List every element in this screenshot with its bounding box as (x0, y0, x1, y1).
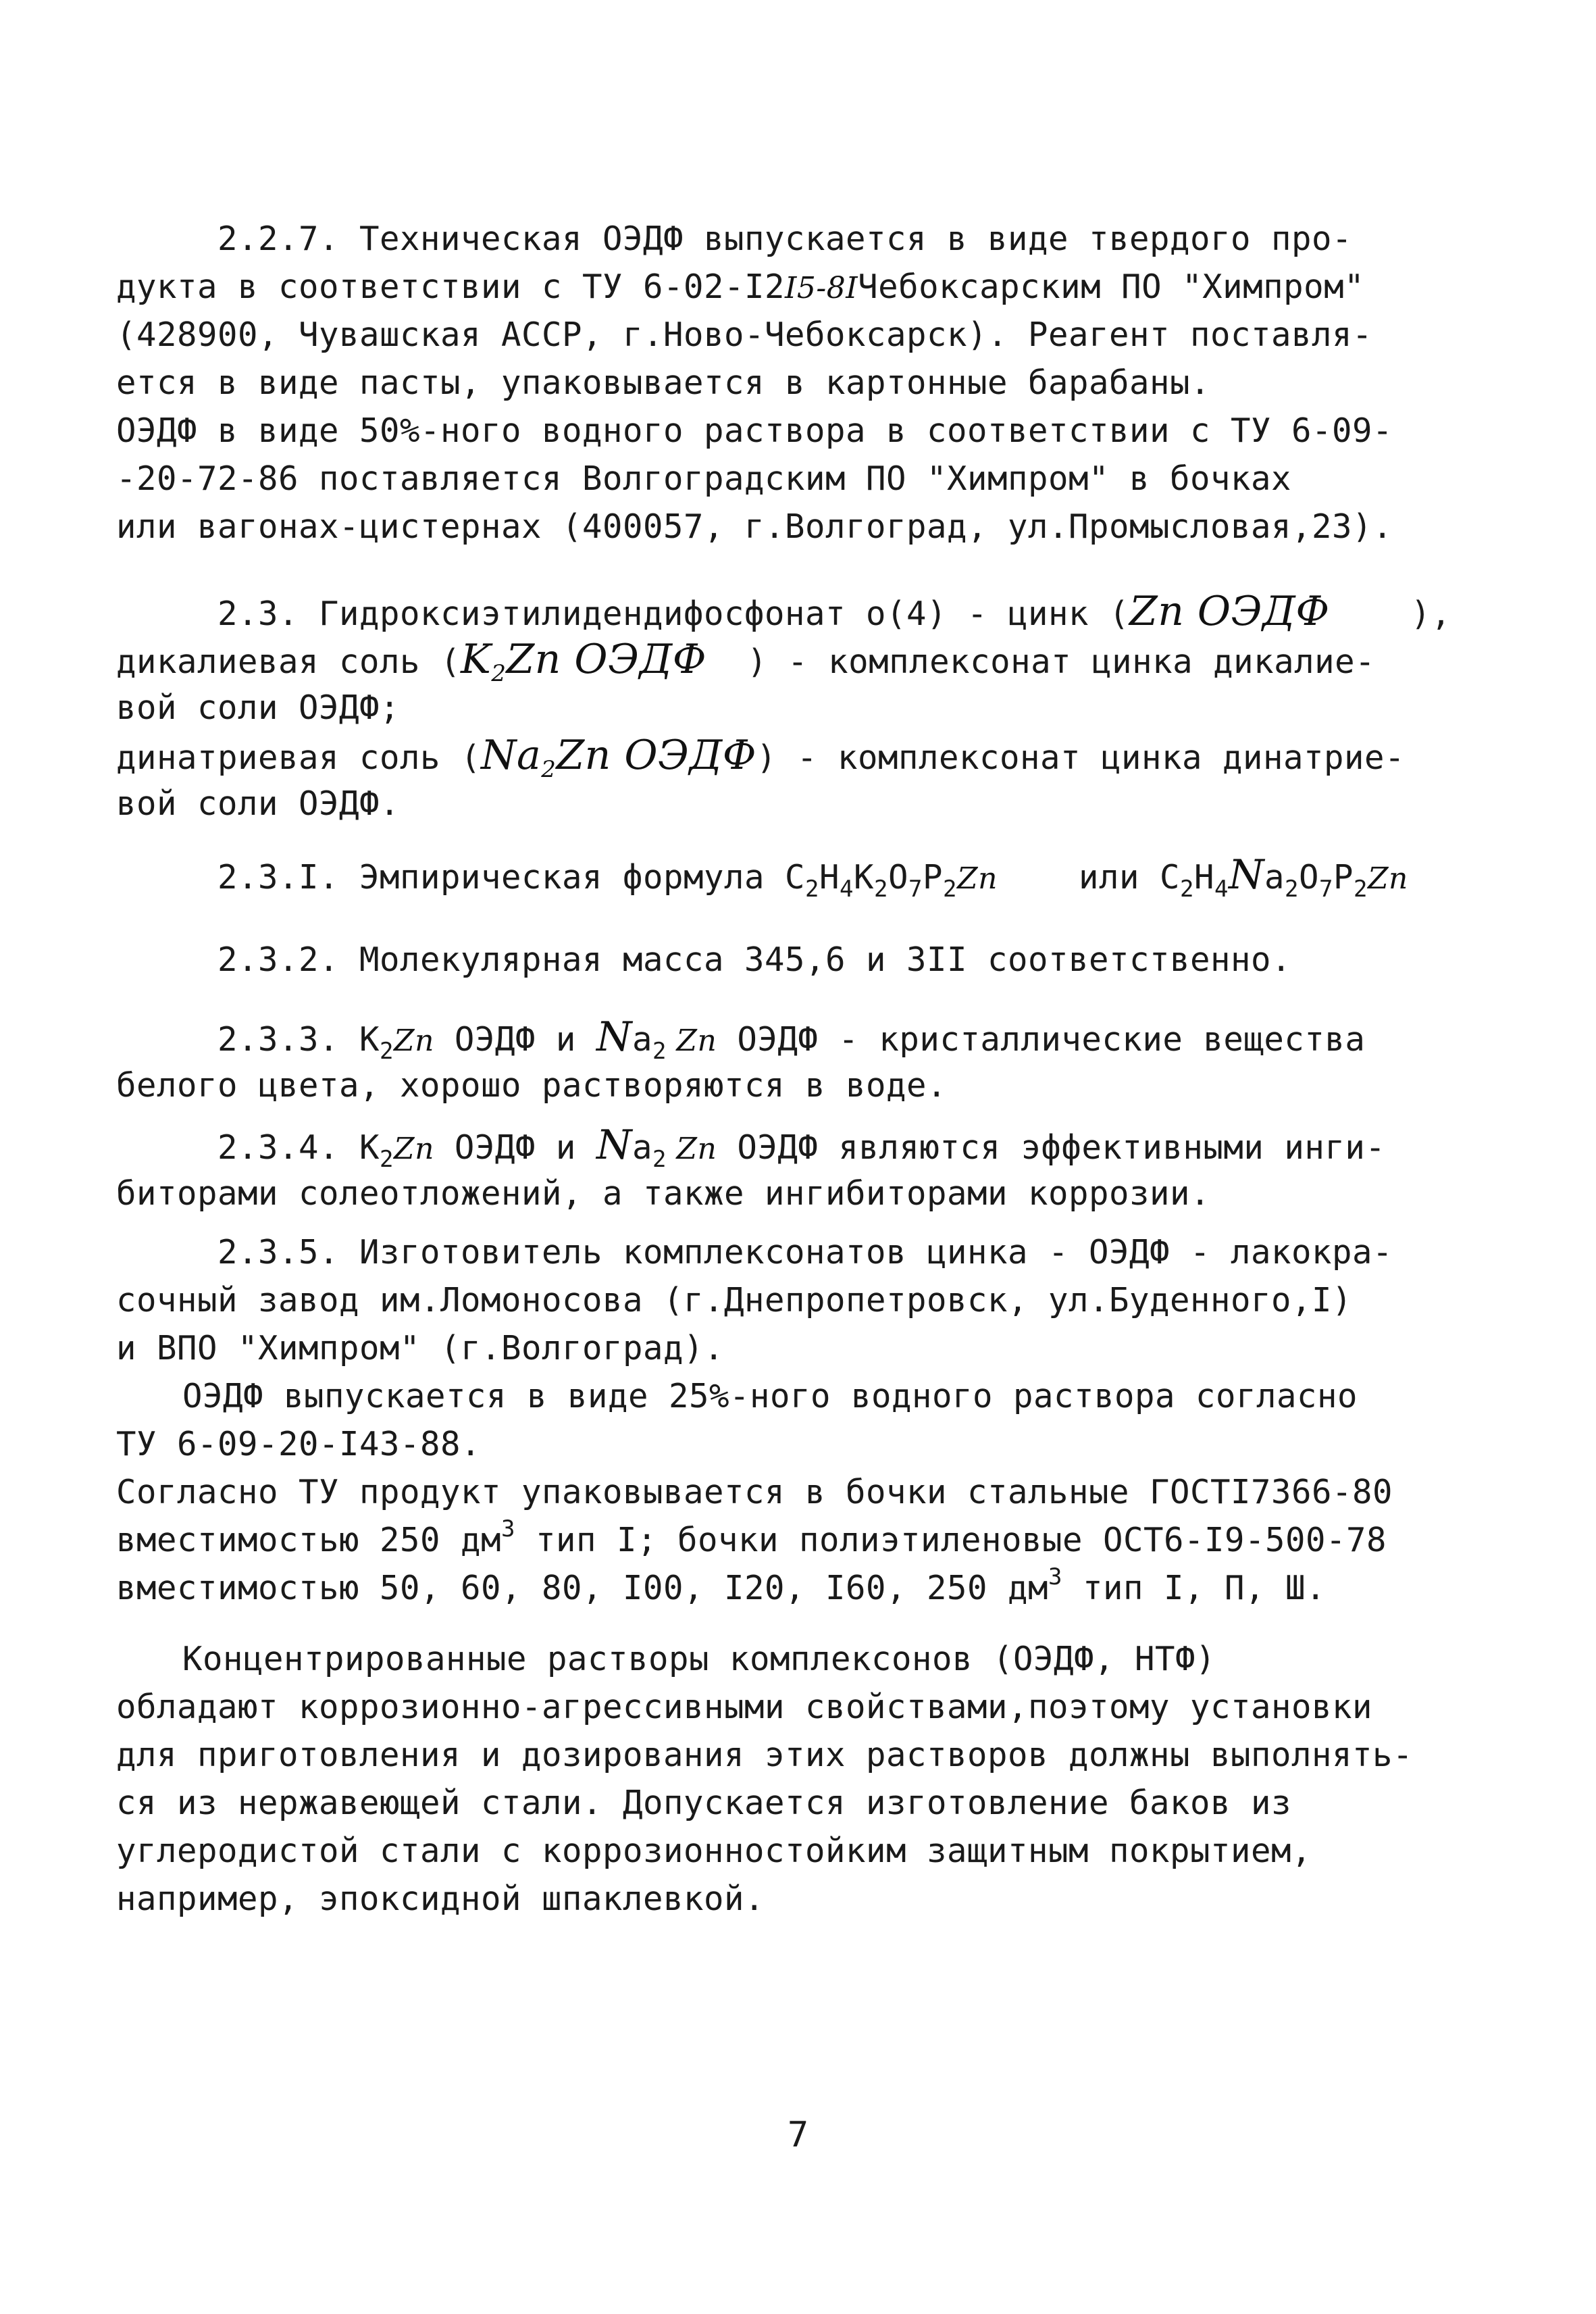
text-line: углеродистой стали с коррозионностойким защитным покрытием, (116, 1832, 1312, 1870)
text-line: и ВПО "Химпром" (г.Волгоград). (116, 1329, 725, 1367)
text-line: ОЭДФ выпускается в виде 25%-ного водного раствора согласно (182, 1377, 1358, 1415)
text-line: 2.3.3. $K_2Zn$ ОЭДФ и $Na_2$ Zn ОЭДФ - кристаллические вещества (217, 1013, 1366, 1065)
page-number: 7 (787, 2115, 809, 2155)
paragraph-concentrated-solutions (116, 1635, 1440, 1923)
text-line: ОЭДФ в виде 50%-ного водного раствора в соответствии с ТУ 6-09- (116, 411, 1393, 450)
text-line: Концентрированные растворы комплексонов (ОЭДФ, НТФ) (182, 1640, 1216, 1678)
text-line: дукта в соответствии с ТУ 6-02-I2I5-8IЧебоксарским ПО "Химпром" (116, 268, 1365, 306)
text-line: вместимостью 50, 60, 80, I00, I20, I60, 250 $дм^3$ тип I, П, Ш. (116, 1563, 1327, 1607)
text-line: биторами солеотложений, а также ингибиторами коррозии. (116, 1174, 1211, 1213)
paragraph-2-3-3 (116, 1013, 1440, 1109)
handwritten-formula: $K_2Zn$ ОЭДФ (461, 636, 707, 687)
text-line: для приготовления и дозирования этих растворов должны выполнять- (116, 1736, 1414, 1774)
text-line: вой соли ОЭДФ. (116, 784, 401, 823)
text-line: 2.3.2. Молекулярная масса 345,6 и 3II соответственно. (217, 940, 1292, 979)
text-line: 2.3. Гидроксиэтилидендифосфонат о(4) - цинк (Zn ОЭДФ ), (217, 588, 1451, 635)
text-line: Согласно ТУ продукт упаковывается в бочки стальные ГОСТI7366-80 (116, 1473, 1393, 1511)
text-line: или вагонах-цистернах (400057, г.Волгоград, ул.Промысловая,23). (116, 507, 1393, 546)
text-line: дикалиевая соль ($K_2Zn$ ОЭДФ ) - комплексонат цинка дикалие- (116, 636, 1376, 687)
text-line: 2.3.5. Изготовитель комплексонатов цинка - ОЭДФ - лакокра- (217, 1233, 1393, 1272)
paragraph-2-3-4 (116, 1122, 1440, 1217)
paragraph-2-3-1 (116, 851, 1440, 903)
text-line: 2.3.I. Эмпирическая формула $C_2H_4K_2O_7P_2Zn$ или $C_2H_4Na_2O_7P_2Zn$ (217, 851, 1408, 903)
text-line: вместимостью 250 $дм^3$ тип I; бочки полиэтиленовые ОСТ6-I9-500-78 (116, 1515, 1387, 1559)
text-line: например, эпоксидной шпаклевкой. (116, 1880, 765, 1918)
text-line: динатриевая соль ($Na_2Zn$ ОЭДФ) - комплексонат цинка динатрие- (116, 732, 1406, 783)
text-line: белого цвета, хорошо растворяются в воде. (116, 1066, 948, 1105)
handwritten-formula: $Na_2Zn$ ОЭДФ (481, 732, 757, 783)
text-line: (428900, Чувашская АССР, г.Ново-Чебоксарск). Реагент поставля- (116, 316, 1373, 354)
text-line: ется в виде пасты, упаковывается в картонные барабаны. (116, 363, 1211, 402)
handwritten-formula: Zn ОЭДФ (1129, 588, 1330, 635)
formula-potassium: $C_2H_4K_2O_7P_2Zn$ (785, 858, 998, 903)
paragraph-2-3 (116, 588, 1451, 828)
paragraph-2-3-2 (116, 936, 1440, 984)
text-line: обладают коррозионно-агрессивными свойствами,поэтому установки (116, 1688, 1373, 1726)
text-line: сочный завод им.Ломоносова (г.Днепропетровск, ул.Буденного,I) (116, 1281, 1353, 1319)
text-line: ТУ 6-09-20-I43-88. (116, 1425, 482, 1463)
formula-sodium: $C_2H_4Na_2O_7P_2Zn$ (1159, 851, 1408, 903)
paragraph-2-2-7 (116, 215, 1440, 551)
text-line: ся из нержавеющей стали. Допускается изготовление баков из (116, 1784, 1292, 1822)
text-line: вой соли ОЭДФ; (116, 688, 401, 727)
handwritten-correction: I5-8I (785, 271, 858, 305)
text-line: 2.3.4. $K_2Zn$ ОЭДФ и $Na_2$ Zn ОЭДФ являются эффективными инги- (217, 1122, 1386, 1173)
text-line: -20-72-86 поставляется Волгоградским ПО "Химпром" в бочках (116, 459, 1292, 498)
text-line: 2.2.7. Техническая ОЭДФ выпускается в виде твердого про- (217, 220, 1353, 258)
paragraph-2-3-5 (116, 1228, 1440, 1612)
